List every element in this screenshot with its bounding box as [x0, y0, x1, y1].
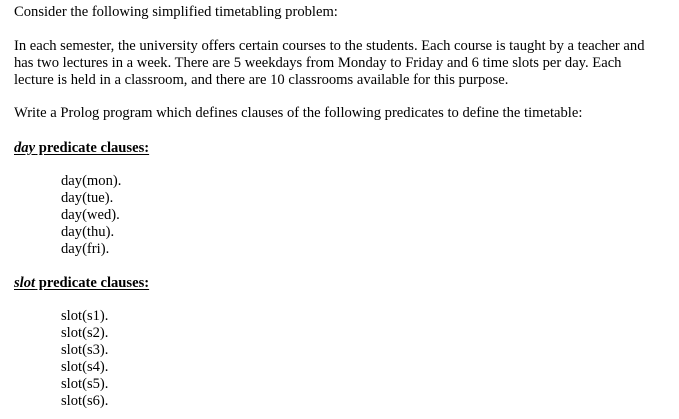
slot-clause: slot(s4).	[61, 359, 109, 375]
day-heading-term: day	[14, 140, 36, 156]
slot-heading-term: slot	[14, 275, 36, 291]
day-clause: day(fri).	[61, 241, 110, 257]
day-clause: day(mon).	[61, 173, 122, 189]
slot-clause: slot(s6).	[61, 393, 109, 409]
description-line-1: In each semester, the university offers certain courses to the students. Each course is taught by a teacher and	[14, 38, 645, 54]
day-clause: day(wed).	[61, 207, 120, 223]
slot-clause: slot(s5).	[61, 376, 109, 392]
slot-section-heading	[14, 275, 149, 292]
day-heading-rest: predicate clauses:	[35, 140, 150, 156]
slot-clause: slot(s3).	[61, 342, 109, 358]
problem-description	[14, 38, 645, 89]
slot-clause: slot(s2).	[61, 325, 109, 341]
description-line-2: has two lectures in a week. There are 5 weekdays from Monday to Friday and 6 time slots per day. Each	[14, 55, 622, 71]
task-text: Write a Prolog program which defines clauses of the following predicates to define the timetable:	[14, 105, 583, 121]
slot-clause-list	[61, 308, 108, 410]
slot-heading-rest: predicate clauses:	[35, 275, 150, 291]
description-line-3: lecture is held in a classroom, and there are 10 classrooms available for this purpose.	[14, 72, 509, 88]
day-clause-list	[61, 173, 121, 258]
day-clause: day(thu).	[61, 224, 115, 240]
day-clause: day(tue).	[61, 190, 114, 206]
slot-clause: slot(s1).	[61, 308, 109, 324]
intro-text: Consider the following simplified timetabling problem:	[14, 4, 338, 20]
day-section-heading	[14, 140, 149, 157]
